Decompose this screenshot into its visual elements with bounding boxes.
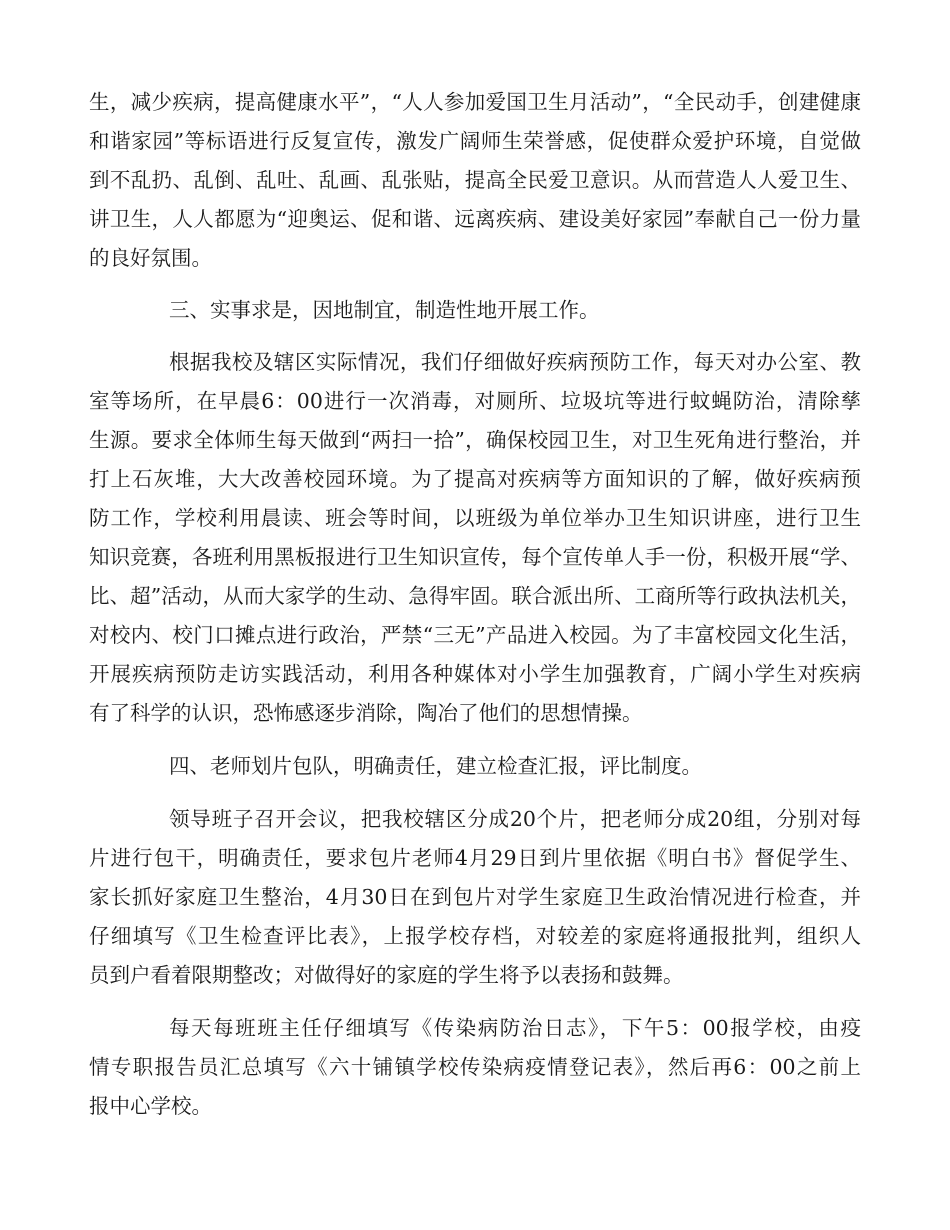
body-paragraph xyxy=(89,1009,861,1126)
text-line: 家长抓好家庭卫生整治，4月30日在到包片对学生家庭卫生政治情况进行检查，并 xyxy=(89,885,861,909)
heading-line: 三、实事求是，因地制宜，制造性地开展工作。 xyxy=(169,298,600,322)
body-paragraph xyxy=(89,83,861,278)
text-line: 每天每班班主任仔细填写《传染病防治日志》，下午5：00报学校，由疫 xyxy=(169,1016,861,1040)
text-line: 员到户看着限期整改；对做得好的家庭的学生将予以表扬和鼓舞。 xyxy=(89,963,684,987)
text-line: 防工作，学校利用晨读、班会等时间，以班级为单位举办卫生知识讲座，进行卫生 xyxy=(89,506,861,530)
text-line: 比、超”活动，从而大家学的生动、急得牢固。联合派出所、工商所等行政执法机关， xyxy=(89,584,861,608)
text-line: 生，减少疾病，提高健康水平”，“人人参加爱国卫生月活动”，“全民动手，创建健康 xyxy=(89,90,861,114)
text-line: 室等场所，在早晨6：00进行一次消毒，对厕所、垃圾坑等进行蚊蝇防治，清除孳 xyxy=(89,389,861,413)
text-line: 报中心学校。 xyxy=(89,1094,212,1118)
text-line: 片进行包干，明确责任，要求包片老师4月29日到片里依据《明白书》督促学生、 xyxy=(89,846,861,870)
body-paragraph xyxy=(89,343,861,733)
text-line: 情专职报告员汇总填写《六十铺镇学校传染病疫情登记表》，然后再6：00之前上 xyxy=(89,1055,861,1079)
text-line: 知识竞赛，各班利用黑板报进行卫生知识宣传，每个宣传单人手一份，积极开展“学、 xyxy=(89,545,861,569)
text-line: 到不乱扔、乱倒、乱吐、乱画、乱张贴，提高全民爱卫意识。从而营造人人爱卫生、 xyxy=(89,168,861,192)
section-heading xyxy=(89,747,861,786)
text-line: 开展疾病预防走访实践活动，利用各种媒体对小学生加强教育，广阔小学生对疾病 xyxy=(89,662,861,686)
text-line: 打上石灰堆，大大改善校园环境。为了提高对疾病等方面知识的了解，做好疾病预 xyxy=(89,467,861,491)
text-line: 和谐家园”等标语进行反复宣传，激发广阔师生荣誉感，促使群众爱护环境，自觉做 xyxy=(89,129,861,153)
section-heading xyxy=(89,291,861,330)
text-line: 有了科学的认识，恐怖感逐步消除，陶冶了他们的思想情操。 xyxy=(89,701,643,725)
heading-line: 四、老师划片包队，明确责任，建立检查汇报，评比制度。 xyxy=(169,754,702,778)
text-line: 仔细填写《卫生检查评比表》，上报学校存档，对较差的家庭将通报批判，组织人 xyxy=(89,924,861,948)
text-line: 的良好氛围。 xyxy=(89,246,212,270)
text-line: 根据我校及辖区实际情况，我们仔细做好疾病预防工作，每天对办公室、教 xyxy=(169,350,861,374)
text-line: 领导班子召开会议，把我校辖区分成20个片，把老师分成20组，分别对每 xyxy=(169,807,861,831)
body-paragraph xyxy=(89,800,861,995)
text-line: 讲卫生，人人都愿为“迎奥运、促和谐、远离疾病、建设美好家园”奉献自己一份力量 xyxy=(89,207,861,231)
text-line: 对校内、校门口摊点进行政治，严禁“三无”产品进入校园。为了丰富校园文化生活， xyxy=(89,623,861,647)
text-line: 生源。要求全体师生每天做到“两扫一拾”，确保校园卫生，对卫生死角进行整治，并 xyxy=(89,428,861,452)
